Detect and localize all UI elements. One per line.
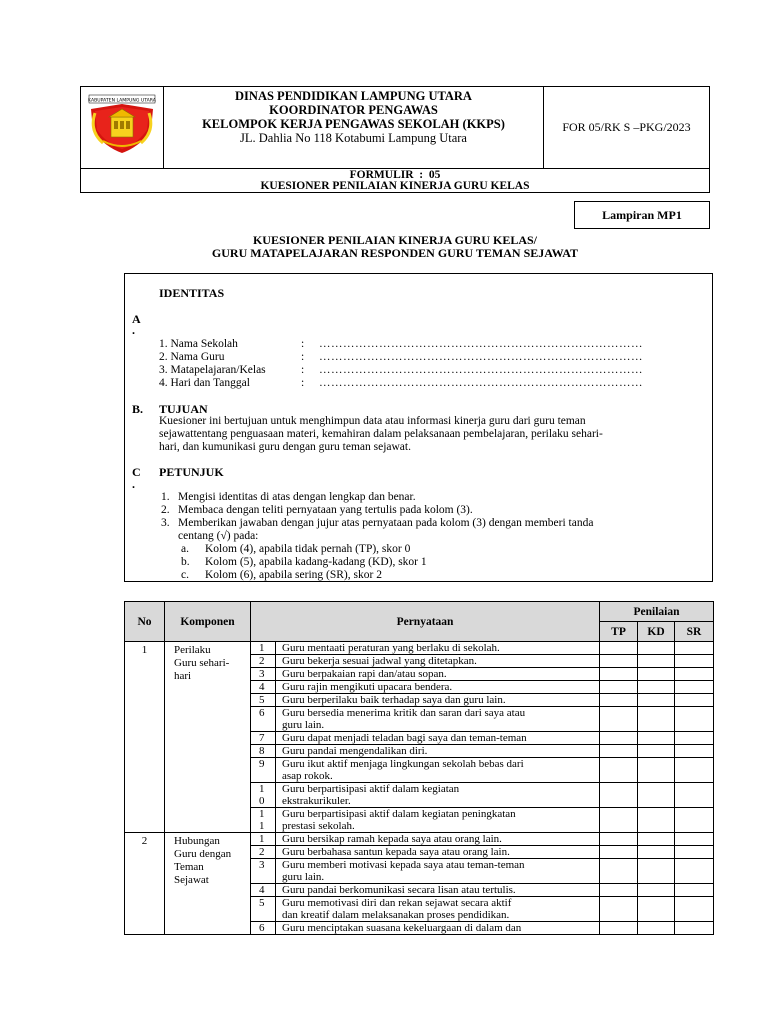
statement-line: Guru berpartisipasi aktif dalam kegiatan peningkatan xyxy=(282,808,516,820)
statement-number xyxy=(251,846,276,859)
statement-number-line: 2 xyxy=(259,655,265,667)
statement-number-line: 2 xyxy=(259,846,265,858)
statement-number-line: 6 xyxy=(259,707,265,719)
komponen-line: Guru sehari- xyxy=(174,657,230,669)
statement-number-line: 4 xyxy=(259,884,265,896)
subitem-text: Kolom (6), apabila sering (SR), skor 2 xyxy=(205,569,382,581)
statement-number xyxy=(251,668,276,681)
statement-number-line: 6 xyxy=(259,922,265,934)
formulir-number: FORMULIR : 05 xyxy=(349,169,441,181)
regency-emblem-logo xyxy=(81,87,164,168)
field-colon: : xyxy=(301,377,305,389)
rating-cell-kd[interactable] xyxy=(638,681,675,694)
rating-cell-tp[interactable] xyxy=(600,655,638,668)
rating-cell-kd[interactable] xyxy=(638,668,675,681)
statement-number xyxy=(251,833,276,846)
statement-number xyxy=(251,922,276,935)
statement-number-line: 1 xyxy=(259,820,265,832)
rating-cell-sr[interactable] xyxy=(675,922,714,935)
komponen-line: hari xyxy=(174,670,192,682)
tujuan-line: Kuesioner ini bertujuan untuk menghimpun data atau informasi kinerja guru dari guru teman xyxy=(159,415,586,427)
rating-cell-kd[interactable] xyxy=(638,884,675,897)
statement-text xyxy=(276,884,600,897)
statement-line: Guru bersikap ramah kepada saya atau orang lain. xyxy=(282,833,502,845)
statement-number-line: 0 xyxy=(259,795,265,807)
rating-cell-tp[interactable] xyxy=(600,745,638,758)
rating-cell-kd[interactable] xyxy=(638,846,675,859)
rating-cell-sr[interactable] xyxy=(675,668,714,681)
rating-cell-sr[interactable] xyxy=(675,732,714,745)
statement-text xyxy=(276,707,600,732)
subitem-letter: b. xyxy=(181,556,190,568)
statement-number xyxy=(251,681,276,694)
petunjuk-item-1 xyxy=(161,491,170,504)
row-group-number: 2 xyxy=(125,833,165,935)
logo-cell xyxy=(81,87,164,168)
rating-cell-kd[interactable] xyxy=(638,859,675,884)
header-sr: SR xyxy=(675,622,714,642)
field-hari-tanggal xyxy=(159,377,709,390)
agency-line-2: KOORDINATOR PENGAWAS xyxy=(269,103,438,117)
identitas-heading: IDENTITAS xyxy=(159,286,225,300)
statement-line: Guru bekerja sesuai jadwal yang ditetapkan. xyxy=(282,655,477,667)
rating-cell-kd[interactable] xyxy=(638,745,675,758)
komponen-line: Perilaku xyxy=(174,644,211,656)
statement-number-line: 1 xyxy=(259,783,265,795)
rating-cell-tp[interactable] xyxy=(600,732,638,745)
tujuan-line: sejawattentang penguasaan materi, kemahiran dalam pelaksanaan pembelajaran, perilaku sehari- xyxy=(159,428,603,440)
statement-line: Guru berpakaian rapi dan/atau sopan. xyxy=(282,668,447,680)
fill-in-line[interactable]: ……………………………………………………………………… xyxy=(319,364,643,376)
rating-cell-tp[interactable] xyxy=(600,681,638,694)
rating-cell-tp[interactable] xyxy=(600,884,638,897)
field-matapelajaran xyxy=(159,364,709,377)
komponen-line: Teman xyxy=(174,861,204,873)
field-colon: : xyxy=(301,364,305,376)
rating-cell-tp[interactable] xyxy=(600,846,638,859)
item-text: Memberikan jawaban dengan jujur atas pernyataan pada kolom (3) dengan memberi tanda xyxy=(178,517,594,529)
statement-text xyxy=(276,732,600,745)
statement-number xyxy=(251,707,276,732)
logo-text: KABUPATEN LAMPUNG UTARA xyxy=(88,98,156,104)
rating-cell-kd[interactable] xyxy=(638,707,675,732)
tujuan-heading: TUJUAN xyxy=(159,402,208,416)
statement-text xyxy=(276,859,600,884)
item-number: 2. xyxy=(161,504,170,516)
field-label: 4. Hari dan Tanggal xyxy=(159,377,250,389)
statement-number xyxy=(251,758,276,783)
statement-line: Guru ikut aktif menjaga lingkungan sekolah bebas dari xyxy=(282,758,524,770)
statement-number-line: 1 xyxy=(259,642,265,654)
section-b-letter: B. xyxy=(132,402,144,416)
rating-cell-kd[interactable] xyxy=(638,758,675,783)
statement-number-line: 8 xyxy=(259,745,265,757)
statement-line: Guru memotivasi diri dan rekan sejawat secara aktif xyxy=(282,897,512,909)
statement-line: Guru mentaati peraturan yang berlaku di sekolah. xyxy=(282,642,500,654)
statement-line: Guru berbahasa santun kepada saya atau orang lain. xyxy=(282,846,510,858)
komponen-line: Hubungan xyxy=(174,835,220,847)
field-label: 3. Matapelajaran/Kelas xyxy=(159,364,266,376)
komponen-line: Guru dengan xyxy=(174,848,232,860)
statement-text xyxy=(276,681,600,694)
item-text-continued: centang (√) pada: xyxy=(178,530,259,542)
rating-cell-kd[interactable] xyxy=(638,833,675,846)
statement-line: Guru pandai berkomunikasi secara lisan atau tertulis. xyxy=(282,884,516,896)
rating-cell-sr[interactable] xyxy=(675,833,714,846)
header-penilaian: Penilaian xyxy=(600,602,714,622)
rating-cell-tp[interactable] xyxy=(600,694,638,707)
header-kd: KD xyxy=(638,622,675,642)
statement-text xyxy=(276,783,600,808)
statement-text xyxy=(276,655,600,668)
field-label: 1. Nama Sekolah xyxy=(159,338,238,350)
header-pernyataan: Pernyataan xyxy=(251,602,600,642)
statement-number xyxy=(251,655,276,668)
subitem-text: Kolom (4), apabila tidak pernah (TP), skor 0 xyxy=(205,543,411,555)
statement-line: Guru menciptakan suasana kekeluargaan di dalam dan xyxy=(282,922,522,934)
statement-text xyxy=(276,833,600,846)
rating-cell-tp[interactable] xyxy=(600,642,638,655)
statement-number xyxy=(251,808,276,833)
komponen-line: Sejawat xyxy=(174,874,209,886)
petunjuk-heading: PETUNJUK xyxy=(159,465,224,479)
rating-cell-sr[interactable] xyxy=(675,897,714,922)
statement-number xyxy=(251,694,276,707)
statement-number-line: 3 xyxy=(259,668,265,680)
rating-cell-kd[interactable] xyxy=(638,655,675,668)
statement-number xyxy=(251,642,276,655)
statement-line: guru lain. xyxy=(282,719,325,731)
statement-text xyxy=(276,897,600,922)
formulir-row xyxy=(81,168,709,192)
rating-cell-kd[interactable] xyxy=(638,808,675,833)
subitem-text: Kolom (5), apabila kadang-kadang (KD), skor 1 xyxy=(205,556,427,568)
rating-cell-sr[interactable] xyxy=(675,681,714,694)
statement-line: prestasi sekolah. xyxy=(282,820,355,832)
agency-address: JL. Dahlia No 118 Kotabumi Lampung Utara xyxy=(240,131,467,145)
form-code: FOR 05/RK S –PKG/2023 xyxy=(562,120,691,134)
letterhead xyxy=(80,86,710,193)
section-c-dot: . xyxy=(132,477,135,491)
statement-line: guru lain. xyxy=(282,871,325,883)
statement-line: dan kreatif dalam melaksanakan proses pendidikan. xyxy=(282,909,510,921)
field-label: 2. Nama Guru xyxy=(159,351,225,363)
rating-cell-sr[interactable] xyxy=(675,859,714,884)
tujuan-line: hari, dan kumunikasi guru dengan guru teman sejawat. xyxy=(159,441,411,453)
tujuan-paragraph xyxy=(159,415,707,454)
rating-cell-kd[interactable] xyxy=(638,642,675,655)
item-text: Mengisi identitas di atas dengan lengkap dan benar. xyxy=(178,491,416,503)
item-number: 1. xyxy=(161,491,170,503)
statement-text xyxy=(276,758,600,783)
agency-line-3: KELOMPOK KERJA PENGAWAS SEKOLAH (KKPS) xyxy=(202,117,505,131)
table-row xyxy=(125,833,714,846)
rating-cell-tp[interactable] xyxy=(600,897,638,922)
header-tp: TP xyxy=(600,622,638,642)
rating-cell-kd[interactable] xyxy=(638,922,675,935)
section-a-dot: . xyxy=(132,323,135,337)
statement-number-line: 1 xyxy=(259,808,265,820)
item-number: 3. xyxy=(161,517,170,529)
rating-cell-kd[interactable] xyxy=(638,897,675,922)
statement-text xyxy=(276,846,600,859)
fill-in-line[interactable]: ……………………………………………………………………… xyxy=(319,338,643,350)
statement-number-line: 4 xyxy=(259,681,265,693)
rating-cell-tp[interactable] xyxy=(600,859,638,884)
rating-cell-sr[interactable] xyxy=(675,642,714,655)
rating-cell-sr[interactable] xyxy=(675,846,714,859)
header-komponen: Komponen xyxy=(165,602,251,642)
title-line-2: GURU MATAPELAJARAN RESPONDEN GURU TEMAN SEJAWAT xyxy=(211,246,579,260)
statement-line: Guru bersedia menerima kritik dan saran dari saya atau xyxy=(282,707,526,719)
rating-cell-sr[interactable] xyxy=(675,884,714,897)
statement-number-line: 9 xyxy=(259,758,265,770)
statement-line: asap rokok. xyxy=(282,770,333,782)
komponen-cell xyxy=(165,833,251,935)
statement-number-line: 1 xyxy=(259,833,265,845)
agency-title-cell xyxy=(164,87,544,168)
rating-cell-tp[interactable] xyxy=(600,833,638,846)
statement-number xyxy=(251,884,276,897)
table-row xyxy=(125,642,714,655)
subitem-letter: c. xyxy=(181,569,189,581)
statement-number-line: 5 xyxy=(259,694,265,706)
rating-cell-kd[interactable] xyxy=(638,694,675,707)
statement-text xyxy=(276,694,600,707)
row-group-number: 1 xyxy=(125,642,165,833)
rating-cell-kd[interactable] xyxy=(638,783,675,808)
lampiran-label: Lampiran MP1 xyxy=(602,207,682,222)
rating-cell-kd[interactable] xyxy=(638,732,675,745)
rating-cell-tp[interactable] xyxy=(600,758,638,783)
rating-cell-tp[interactable] xyxy=(600,783,638,808)
field-nama-guru xyxy=(159,351,709,364)
questionnaire-table xyxy=(124,601,714,935)
statement-number-line: 7 xyxy=(259,732,265,744)
section-c-letter: C xyxy=(132,465,141,479)
fill-in-line[interactable]: ……………………………………………………………………… xyxy=(319,351,643,363)
statement-number-line: 3 xyxy=(259,859,265,871)
statement-number xyxy=(251,859,276,884)
instructions-box xyxy=(124,273,713,582)
item-text: Membaca dengan teliti pernyataan yang tertulis pada kolom (3). xyxy=(178,504,473,516)
statement-line: Guru rajin mengikuti upacara bendera. xyxy=(282,681,453,693)
statement-line: ekstrakurikuler. xyxy=(282,795,351,807)
subitem-letter: a. xyxy=(181,543,189,555)
statement-text xyxy=(276,808,600,833)
field-nama-sekolah xyxy=(159,338,709,351)
statement-number xyxy=(251,897,276,922)
komponen-cell xyxy=(165,642,251,833)
statement-text xyxy=(276,922,600,935)
field-colon: : xyxy=(301,351,305,363)
statement-line: Guru berpartisipasi aktif dalam kegiatan xyxy=(282,783,460,795)
statement-line: Guru berperilaku baik terhadap saya dan guru lain. xyxy=(282,694,506,706)
form-code-cell xyxy=(544,87,709,168)
field-colon: : xyxy=(301,338,305,350)
statement-line: Guru memberi motivasi kepada saya atau teman-teman xyxy=(282,859,525,871)
table-body xyxy=(125,642,714,935)
rating-cell-sr[interactable] xyxy=(675,707,714,732)
rating-cell-tp[interactable] xyxy=(600,808,638,833)
rating-cell-sr[interactable] xyxy=(675,745,714,758)
fill-in-line[interactable]: ……………………………………………………………………… xyxy=(319,377,643,389)
section-a-letter: A xyxy=(132,312,141,326)
rating-cell-tp[interactable] xyxy=(600,668,638,681)
statement-line: Guru dapat menjadi teladan bagi saya dan teman-teman xyxy=(282,732,527,744)
rating-cell-sr[interactable] xyxy=(675,694,714,707)
rating-cell-tp[interactable] xyxy=(600,922,638,935)
rating-cell-sr[interactable] xyxy=(675,808,714,833)
statement-number xyxy=(251,745,276,758)
statement-number-line: 5 xyxy=(259,897,265,909)
formulir-title: KUESIONER PENILAIAN KINERJA GURU KELAS xyxy=(260,180,530,192)
document-title xyxy=(80,234,710,260)
lampiran-box xyxy=(574,201,710,229)
rating-cell-tp[interactable] xyxy=(600,707,638,732)
header-no: No xyxy=(125,602,165,642)
rating-cell-sr[interactable] xyxy=(675,783,714,808)
statement-number xyxy=(251,732,276,745)
statement-line: Guru pandai mengendalikan diri. xyxy=(282,745,428,757)
agency-line-1: DINAS PENDIDIKAN LAMPUNG UTARA xyxy=(235,89,472,103)
statement-text xyxy=(276,668,600,681)
statement-number xyxy=(251,783,276,808)
rating-cell-sr[interactable] xyxy=(675,655,714,668)
statement-text xyxy=(276,642,600,655)
statement-text xyxy=(276,745,600,758)
rating-cell-sr[interactable] xyxy=(675,758,714,783)
title-line-1: KUESIONER PENILAIAN KINERJA GURU KELAS/ xyxy=(252,233,538,247)
